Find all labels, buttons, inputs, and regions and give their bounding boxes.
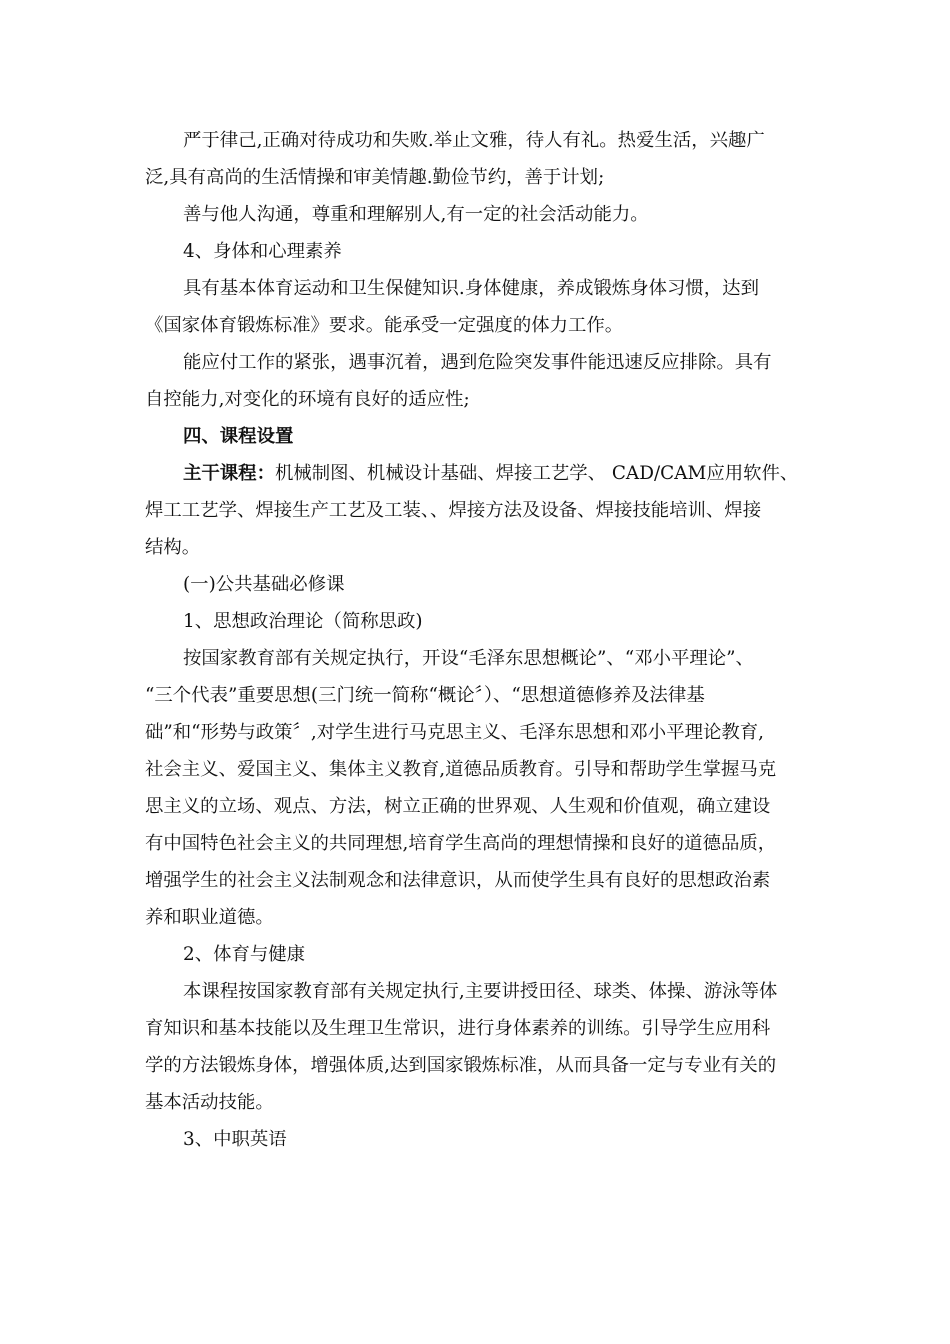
section-heading: 四、课程设置 [183,426,294,447]
text-line: 焊工工艺学、焊接生产工艺及工装、、焊接方法及设备、焊接技能培训、焊接 [145,500,762,521]
main-courses-label: 主干课程： [183,463,275,484]
main-courses-line [145,455,810,492]
text-line: 《国家体育锻炼标准》要求。能承受一定强度的体力工作。 [145,315,624,336]
text-line: 养和职业道德。 [145,907,274,928]
text-line: 学的方法锻炼身体，增强体质,达到国家锻炼标准，从而具备一定与专业有关的 [145,1055,777,1076]
subsection-heading: (一)公共基础必修课 [183,574,345,595]
text-line: 能应付工作的紧张，遇事沉着，遇到危险突发事件能迅速反应排除。具有 [183,352,772,373]
text-line: 增强学生的社会主义法制观念和法律意识，从而使学生具有良好的思想政治素 [145,870,771,891]
text-line: 泛,具有高尚的生活情操和审美情趣.勤俭节约，善于计划; [145,167,605,188]
text-line: 自控能力,对变化的环境有良好的适应性; [145,389,470,410]
text-line: 思主义的立场、观点、方法，树立正确的世界观、人生观和价值观，确立建设 [145,796,771,817]
item-title: 2、体育与健康 [183,944,306,965]
text-line: 本课程按国家教育部有关规定执行,主要讲授田径、球类、体操、游泳等体 [183,981,778,1002]
text-line: 结构。 [145,537,201,558]
text-line: 严于律己,正确对待成功和失败.举止文雅，待人有礼。热爱生活，兴趣广 [183,130,765,151]
text-line: “三个代表”重要思想(三门统一简称“概论〞）、“思想道德修养及法律基 [145,685,705,706]
item-title: 1、思想政治理论（简称思政) [183,611,423,632]
item-title: 3、中职英语 [183,1129,287,1150]
subheading: 4、身体和心理素养 [183,241,342,262]
text-line: 善与他人沟通，尊重和理解别人,有一定的社会活动能力。 [183,204,649,225]
text-line: 有中国特色社会主义的共同理想,培育学生高尚的理想情操和良好的道德品质， [145,833,777,854]
text-line: 社会主义、爱国主义、集体主义教育,道德品质教育。引导和帮助学生掌握马克 [145,759,777,780]
text-line: 础”和“形势与政策〞,对学生进行马克思主义、毛泽东思想和邓小平理论教育, [145,722,764,743]
text-line: 按国家教育部有关规定执行，开设“毛泽东思想概论”、“邓小平理论”、 [183,648,754,669]
document-page [145,122,810,1158]
text-line: 基本活动技能。 [145,1092,274,1113]
text-line: 具有基本体育运动和卫生保健知识.身体健康，养成锻炼身体习惯，达到 [183,278,759,299]
text-line: 育知识和基本技能以及生理卫生常识，进行身体素养的训练。引导学生应用科 [145,1018,771,1039]
main-courses-text: 机械制图、机械设计基础、焊接工艺学、 CAD/CAM应用软件、 [274,463,799,484]
